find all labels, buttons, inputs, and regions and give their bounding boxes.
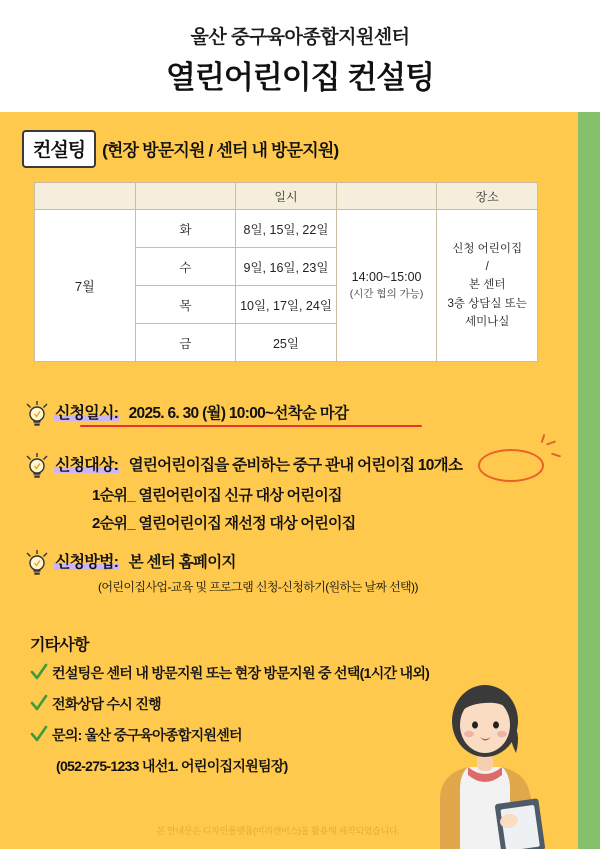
cell-day: 수 bbox=[135, 248, 236, 286]
red-underline-datetime bbox=[80, 425, 422, 427]
place-line-3: 본 센터 bbox=[468, 279, 506, 292]
etc-text-2: 전화상담 수시 진행 bbox=[52, 696, 161, 712]
place-line-2: / bbox=[485, 260, 489, 273]
label-application-datetime: 신청일시: bbox=[55, 405, 119, 422]
section-badge: 컨설팅 bbox=[22, 130, 96, 168]
poster-header bbox=[0, 0, 600, 112]
place-line-5: 세미나실 bbox=[464, 316, 510, 329]
lightbulb-icon bbox=[24, 400, 50, 430]
check-icon bbox=[30, 694, 48, 712]
etc-item-2 bbox=[30, 694, 161, 714]
th-blank-1 bbox=[35, 183, 136, 210]
lightbulb-icon bbox=[24, 452, 50, 482]
cell-dates: 25일 bbox=[236, 324, 337, 362]
cell-time bbox=[336, 210, 437, 362]
note-application-method: (어린이집사업-교육 및 프로그램 신청-신청하기(원하는 날짜 선택)) bbox=[98, 580, 418, 594]
etc-text-3: 문의: 울산 중구육아종합지원센터 bbox=[52, 727, 242, 743]
section-subtitle: (현장 방문지원 / 센터 내 방문지원) bbox=[102, 141, 339, 160]
cell-day: 화 bbox=[135, 210, 236, 248]
list-item-application-method bbox=[24, 549, 236, 579]
value-application-datetime: 2025. 6. 30 (월) 10:00~선착순 마감 bbox=[128, 405, 349, 422]
check-icon bbox=[30, 725, 48, 743]
cell-dates: 8일, 15일, 22일 bbox=[236, 210, 337, 248]
time-note: (시간 협의 가능) bbox=[349, 288, 424, 300]
spark-1 bbox=[546, 440, 556, 445]
etc-item-1 bbox=[30, 663, 429, 683]
spark-2 bbox=[541, 434, 546, 443]
cell-day: 목 bbox=[135, 286, 236, 324]
lightbulb-icon bbox=[24, 549, 50, 579]
teacher-illustration bbox=[410, 649, 560, 849]
etc-title: 기타사항 bbox=[30, 637, 89, 654]
main-panel bbox=[0, 112, 578, 849]
page-title: 열린어린이집 컨설팅 bbox=[165, 60, 435, 95]
etc-item-3 bbox=[30, 725, 242, 745]
etc-text-1: 컨설팅은 센터 내 방문지원 또는 현장 방문지원 중 선택(1시간 내외) bbox=[52, 665, 430, 681]
cell-place bbox=[437, 210, 538, 362]
schedule-table bbox=[34, 182, 538, 362]
place-line-4: 3층 상담실 또는 bbox=[447, 297, 527, 310]
etc-phone: (052-275-1233 내선1. 어린이집지원팀장) bbox=[56, 758, 288, 774]
label-application-method: 신청방법: bbox=[55, 554, 119, 571]
green-side-strip bbox=[578, 112, 600, 849]
label-application-target: 신청대상: bbox=[55, 457, 119, 474]
time-value: 14:00~15:00 bbox=[351, 270, 422, 285]
th-blank-2 bbox=[135, 183, 236, 210]
header-subtitle: 울산 중구육아종합지원센터 bbox=[190, 27, 410, 48]
footer-credit: 본 안내문은 디자인플랫폼(미리캔버스)을 활용해 제작되었습니다. bbox=[156, 826, 400, 836]
sub-line-priority-2: 2순위_ 열린어린이집 재선정 대상 어린이집 bbox=[92, 515, 356, 532]
cell-day: 금 bbox=[135, 324, 236, 362]
cell-month: 7월 bbox=[35, 210, 136, 362]
section-heading bbox=[22, 130, 338, 168]
value-application-method: 본 센터 홈페이지 bbox=[128, 554, 236, 571]
table-row bbox=[35, 210, 538, 248]
th-datetime: 일시 bbox=[236, 183, 337, 210]
sub-line-priority-1: 1순위_ 열린어린이집 신규 대상 어린이집 bbox=[92, 487, 342, 504]
list-item-application-target bbox=[24, 452, 462, 482]
value-application-target: 열린어린이집을 준비하는 중구 관내 어린이집 10개소 bbox=[128, 457, 463, 474]
cell-dates: 10일, 17일, 24일 bbox=[236, 286, 337, 324]
place-line-1: 신청 어린이집 bbox=[452, 242, 523, 255]
th-datetime-time bbox=[336, 183, 437, 210]
table-header-row bbox=[35, 183, 538, 210]
cell-dates: 9일, 16일, 23일 bbox=[236, 248, 337, 286]
th-place: 장소 bbox=[437, 183, 538, 210]
emphasis-circle-count bbox=[478, 449, 544, 482]
spark-3 bbox=[551, 453, 561, 458]
check-icon bbox=[30, 663, 48, 681]
